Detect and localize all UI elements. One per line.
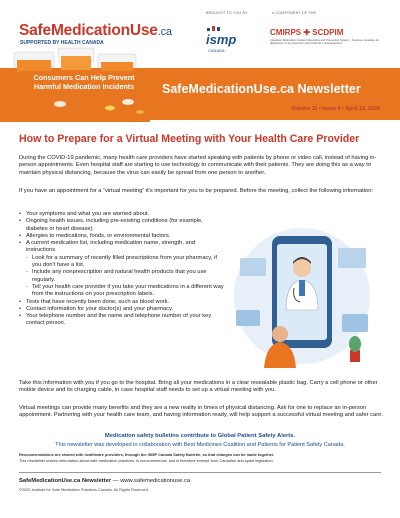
list-item: • Contact information for your doctor(s) and your pharmacy. [19,306,224,313]
cmirps-logo: CMIRPS ✚ SCDPIM [270,28,344,37]
list-subitem: - Look for a summary of recently filled prescriptions from your pharmacy, if you don’t have a list. [19,255,224,270]
list-item: • Your telephone number and the name and telephone number of your key contact person. [19,313,224,328]
brand-domain-text: .ca [157,26,172,38]
footer-title [19,478,190,484]
list-item: • Ongoing health issues, including pre-existing conditions (for example, diabetes or heart disease). [19,218,224,233]
list-item: • Allergies to medications, foods, or environmental factors. [19,233,224,240]
issue-volume: Volume 11 • Issue 4 • April 15, 2020 [291,106,380,112]
copyright-text: ©2020 Institute for Safe Medication Practices Canada. All Rights Reserved. [19,487,149,492]
intro-paragraph: During the COVID-19 pandemic, many health care providers have started speaking with patients by phone or video call, instead of having in-person appointments. Even hospital staff are starting to use technology to communicate with their patients. They are doing this as a way to maintain physical distancing, because the virus can easily be spread from one person to another. [19,155,377,176]
footer-url[interactable]: — www.safemedicationuse.ca [112,478,191,484]
brand-tagline: SUPPORTED BY HEALTH CANADA [20,40,104,46]
brand-main-text: SafeMedicationUse [19,22,158,39]
benefits-paragraph: Virtual meetings can provide many benefits and they are a new reality in times of physical distancing. Ask for one to replace an in-person appointment. Partnering with your health care team, and having information ready, will help support a successful virtual meeting and safer care. [19,405,383,419]
cmirps-subtitle: Canadian Medication Incident Reporting and Prevention System · Système canadien de déclaration et de prévention des incidents médicamenteux [270,38,379,46]
footer-divider [19,472,381,473]
recommendations-notice: Recommendations are shared with healthcare providers, through the ISMP Canada Safety Bulletin, so that changes can be made together. [19,452,275,457]
list-subitem: - Include any nonprescription and natural health products that you use regularly. [19,269,224,284]
checklist [19,211,224,328]
component-label: A COMPONENT OF THE [272,11,317,15]
ismp-logo [205,26,247,56]
list-subitem: - Tell your health care provider if you take your medications in a different way from the instructions on your prescription labels. [19,284,224,299]
list-item: • Your symptoms and what you are worried about. [19,211,224,218]
newsletter-title: SafeMedicationUse.ca Newsletter [162,82,361,96]
anti-spam-notice: This newsletter shares information about safe medication practices, is noncommercial, and is therefore exempt from Canadian anti-spam legislation. [19,458,274,463]
consumer-tagline: Consumers Can Help Prevent Harmful Medication Incidents [20,71,148,94]
global-alerts-notice: Medication safety bulletins contribute to Global Patient Safety Alerts. [104,433,296,439]
brought-to-you-label: BROUGHT TO YOU BY [206,11,248,15]
hospital-paragraph: Take this information with you if you go to the hospital. Bring all your medications in a clear resealable plastic bag. Carry a cell phone or other mobile device and its charging cable, in case hospital staff needs to set up a virtual meeting with you. [19,380,378,394]
article-title: How to Prepare for a Virtual Meeting with Your Health Care Provider [19,133,360,145]
ismp-logo-sub: CANADA [208,48,225,53]
footer-newsletter-name: SafeMedicationUse.ca Newsletter [19,478,112,484]
list-item: • Tests that have recently been done, such as blood work. [19,299,224,306]
list-item: • A current medication list, including medication name, strength, and instructions. [19,240,224,255]
brand-logo [19,22,172,40]
telehealth-illustration [222,218,382,373]
ismp-logo-text: ismp [206,32,237,47]
collaboration-notice: This newsletter was developed in collaboration with Best Medicines Coalition and Patients for Patient Safety Canada. [55,442,345,448]
prepare-paragraph: If you have an appointment for a “virtual meeting” it’s important for you to be prepared. Before the meeting, collect the following information: [19,188,374,194]
